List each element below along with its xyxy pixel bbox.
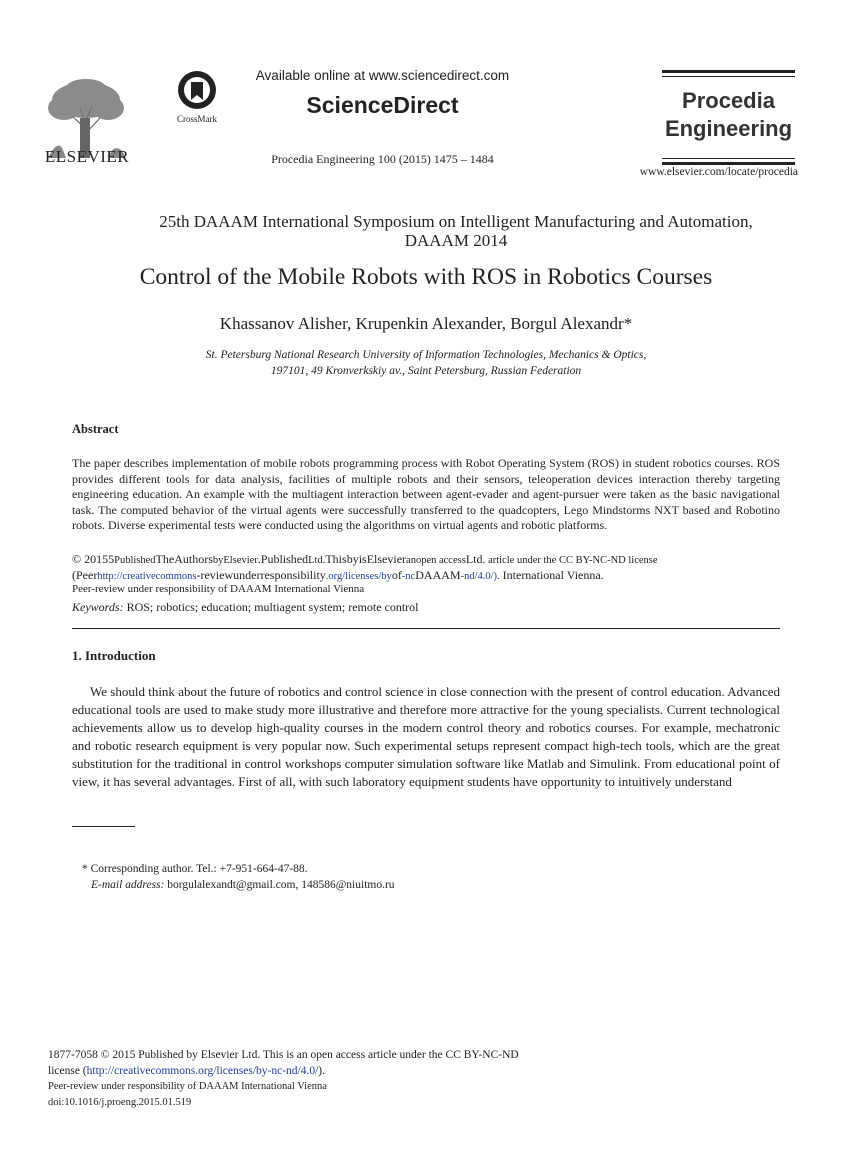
abstract-copyright: [72, 552, 780, 584]
copyright-part: by: [346, 552, 359, 566]
copyright-part: of: [391, 568, 402, 582]
copyright-part: International Vienna.: [499, 568, 604, 582]
authors: Khassanov Alisher, Krupenkin Alexander, Borgul Alexandr*: [219, 314, 633, 333]
affiliation-line1: St. Petersburg National Research University of Information Technologies, Mechanics & Optics,: [205, 349, 647, 361]
keywords: [72, 600, 780, 615]
publisher-name: ELSEVIER: [44, 147, 130, 166]
copyright-part: Elsevier: [223, 555, 258, 566]
copyright-part: 5: [108, 552, 115, 566]
affiliation-line2: 197101, 49 Kronverkskiy av., Saint Petersburg, Russian Federation: [270, 365, 582, 377]
abstract-heading: Abstract: [72, 422, 119, 436]
footnote-divider: [72, 826, 135, 827]
abstract-peer-review: Peer-review under responsibility of DAAAM International Vienna: [72, 583, 365, 595]
copyright-part: an: [406, 555, 416, 566]
copyright-part: open access: [415, 555, 466, 566]
copyright-part: DAAAM: [415, 568, 461, 582]
intro-heading: 1. Introduction: [72, 648, 156, 663]
journal-url[interactable]: www.elsevier.com/locate/procedia: [639, 166, 798, 178]
copyright-part: Published: [260, 552, 309, 566]
crossmark-icon[interactable]: [170, 68, 224, 126]
license-link[interactable]: http://creativecommons: [97, 571, 197, 582]
email-addresses[interactable]: borgulalexandt@gmail.com, 148586@niuitmo.ru: [164, 879, 395, 891]
copyright-part: -review: [196, 568, 234, 582]
issn-line: 1877-7058 © 2015 Published by Elsevier Ltd. This is an open access article under the CC BY-NC-ND: [48, 1049, 519, 1061]
copyright-part: © 2015: [72, 552, 109, 566]
copyright-part: under: [233, 568, 261, 582]
article-meta: [48, 1047, 648, 1111]
available-online: Available online at www.sciencedirect.com: [255, 68, 510, 83]
copyright-part: This: [325, 552, 347, 566]
sciencedirect-title[interactable]: ScienceDirect: [306, 92, 459, 118]
intro-body: We should think about the future of robotics and control science in close connection with the present of control education. Advanced educational tools are used to make study more illustrative and therefore more attractive for the young specialists. Current technological achievements allow us to develop high-quality courses in the modern control theory and robotics courses. For example, mechatronic and robotic research equipment is very popular now. Such experimental setups represent compact high-tech tools, which are the great substitution for the traditional in control workshops computer simulation software like Matlab and Simulink. From educational point of view, it has several advantages. First of all, with such laboratory equipment students have opportunity to intuitively understand: [72, 684, 780, 789]
paper-title: Control of the Mobile Robots with ROS in Robotics Courses: [139, 264, 713, 290]
copyright-part: by: [212, 555, 224, 566]
footnote-email: [91, 879, 395, 891]
license-prefix: license (: [48, 1065, 87, 1077]
license-suffix: ).: [318, 1065, 326, 1077]
copyright-part: article under the CC BY-NC-ND license: [485, 555, 658, 566]
journal-name-line2: Engineering: [664, 116, 793, 141]
license-link[interactable]: .org/licenses/by: [325, 571, 392, 582]
license-link[interactable]: -nd/4.0/).: [460, 571, 500, 582]
email-label: E-mail address:: [91, 879, 165, 891]
conference-line2: DAAAM 2014: [404, 231, 508, 250]
crossmark-label: CrossMark: [177, 114, 217, 124]
copyright-part: Ltd.: [308, 555, 326, 566]
copyright-part: responsibility: [260, 568, 326, 582]
conference-line1: 25th DAAAM International Symposium on Intelligent Manufacturing and Automation,: [159, 212, 753, 231]
journal-name-line1: Procedia: [682, 88, 775, 113]
copyright-part: Elsevier: [366, 552, 407, 566]
doi-line[interactable]: doi:10.1016/j.proeng.2015.01.519: [48, 1097, 192, 1108]
license-url-link[interactable]: http://creativecommons.org/licenses/by-nc-nd/4.0/: [86, 1065, 319, 1077]
keywords-list: ROS; robotics; education; multiagent system; remote control: [123, 600, 419, 614]
keywords-label: Keywords:: [72, 600, 124, 614]
copyright-part: Authors: [174, 552, 213, 566]
journal-citation: Procedia Engineering 100 (2015) 1475 – 1484: [271, 152, 494, 166]
copyright-part: Published: [114, 555, 156, 566]
peer-review-line: Peer-review under responsibility of DAAAM International Vienna: [48, 1081, 327, 1092]
conference-name: [100, 212, 812, 250]
license-link[interactable]: -nc: [401, 571, 416, 582]
copyright-part: (Peer: [72, 568, 98, 582]
journal-name: [662, 87, 795, 143]
copyright-part: Ltd.: [465, 552, 486, 566]
footnote-corresponding: * Corresponding author. Tel.: +7-951-664-47-88.: [82, 863, 308, 875]
affiliation: [70, 347, 782, 379]
abstract-body: The paper describes implementation of mobile robots programming process with Robot Operating System (ROS) in student robotics courses. ROS provides different tools for data analysis, facilities of multiple robots and their sensors, teleoperation devices interaction thereby targeting engineering education. An example with the multiagent interaction between agent-evader and agent-pursuer were taken as the basic navigational task. The computed behavior of the virtual agents were successfully transferred to the quadcopters, Lego Mindstorms NXT based and Robotino robots. Diverse experimental tests were conducted using the algorithms on virtual agents and robotic platforms.: [72, 456, 780, 532]
copyright-part: The: [155, 552, 175, 566]
copyright-part: .: [257, 552, 261, 566]
copyright-part: is: [358, 552, 367, 566]
section-divider: [72, 628, 780, 629]
license-line: [48, 1063, 648, 1079]
